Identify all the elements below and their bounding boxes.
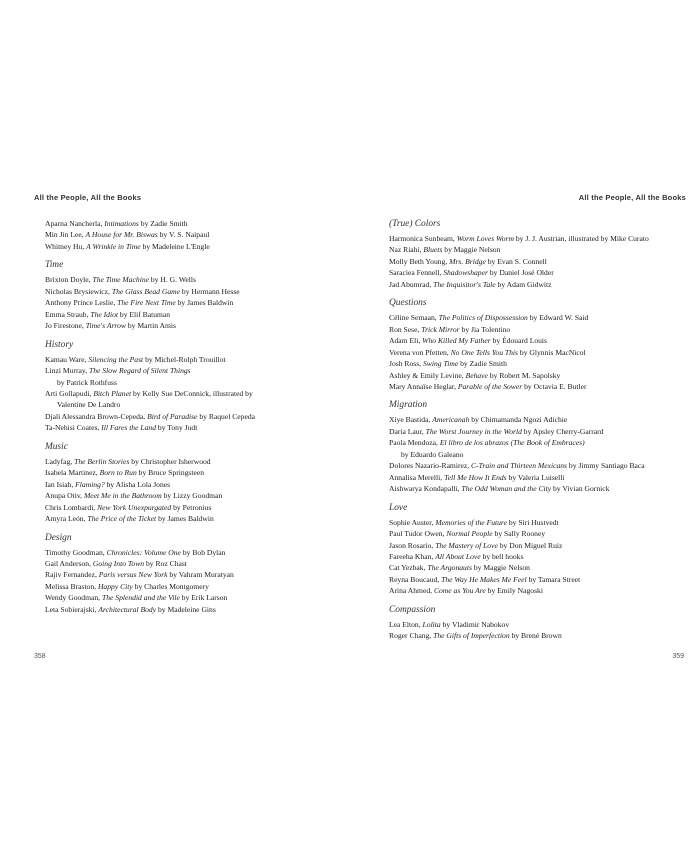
entry-person: Jo Firestone, [45,321,84,331]
entry-author: by Erik Larson [181,593,228,603]
entry-person: Whitney Hu, [45,241,85,251]
entry-person: Ian Isiah, [45,479,74,489]
entry-author: by Vahram Muratyan [169,570,234,580]
entry-person: Mary Annaïse Heglar, [389,381,456,391]
entry-author: by Valeria Luiselli [508,472,565,482]
entry-book-title: No One Tells You This [450,347,518,357]
entry-book-title: The Gifts of Imperfection [433,631,510,641]
entry-author: by Kelly Sue DeConnick, illustrated by [132,388,253,398]
entry-author: by Glynnis MacNicol [519,347,586,357]
entry-book-title: Bird of Paradise [147,411,198,421]
entry-person: Reyna Boucaud, [389,574,440,584]
entry-author: by Sally Rooney [494,529,546,539]
entry-author: by Elif Batuman [119,309,171,319]
book-entry [389,267,689,278]
entry-person: Kamau Ware, [45,354,87,364]
reading-list-section [45,441,345,525]
entry-person: Arti Gollapudi, [45,388,92,398]
entry-author-continued: by Eduardo Galeano [401,449,464,459]
entry-author: by Petronius [173,502,212,512]
entry-person: Timothy Goodman, [45,547,105,557]
book-entry [45,513,345,524]
book-entry [389,414,689,425]
book-entry [389,256,689,267]
entry-author: by H. G. Wells [150,275,196,285]
reading-list-section [389,297,689,392]
entry-person: Xiye Bastida, [389,415,431,425]
entry-book-title: Shadowshaper [443,268,488,278]
book-entry [389,472,689,483]
entry-book-title: The Splendid and the Vile [101,593,180,603]
entry-author: by J. J. Austrian, illustrated by Mike Curato [515,234,649,243]
entry-book-title: Bluets [423,245,443,255]
entry-person: Daria Laur, [389,426,424,436]
entry-author: by Charles Montgomery [134,581,209,591]
book-entry [389,233,689,244]
entry-author: by Martin Amis [127,321,176,331]
book-entry [389,528,689,539]
entry-book-title: Going Into Town [92,558,145,568]
book-entry [45,320,345,331]
entry-person: Adam Eli, [389,336,421,346]
book-entry [389,460,689,471]
entry-person: Josh Ross, [389,359,422,369]
entry-person: Nicholas Brysiewicz, [45,286,110,296]
entry-book-title: The Politics of Dispossession [438,313,528,323]
entry-book-title: C-Train and Thirteen Mexicans [471,461,568,471]
entry-author: by Vivian Gornick [553,484,610,494]
entry-book-title: Paris versus New York [98,570,168,580]
book-entry [45,354,345,365]
book-entry [45,365,345,388]
entry-author: by Octavia E. Butler [524,381,587,391]
entry-book-title: Chronicles: Volume One [106,547,181,557]
entry-person: Melissa Braston, [45,581,97,591]
book-entry [45,241,345,252]
entry-book-title: Architectural Body [98,604,157,614]
entry-person: Fareeha Khan, [389,551,434,561]
book-entry [389,585,689,596]
entry-author: by Madeleine L'Engle [142,241,210,251]
entry-person: Amyra León, [45,514,86,524]
book-entry [45,229,345,240]
entry-book-title: Normal People [446,529,493,539]
entry-author: by Edward W. Said [529,313,589,323]
entry-author: by Chimamanda Ngozi Adichie [471,415,568,425]
entry-book-title: Lolita [422,619,441,629]
entry-person: Céline Semaan, [389,313,437,323]
entry-author: by Zadie Smith [140,219,188,228]
entry-person: Molly Beth Young, [389,256,448,266]
book-entry [45,286,345,297]
reading-list-section [389,502,689,597]
reading-list-section [45,218,345,252]
entry-author: by Daniel José Older [489,268,554,278]
entry-book-title: The Argonauts [427,563,472,573]
entry-person: Ta-Nehisi Coates, [45,423,100,433]
book-entry [389,347,689,358]
entry-person: Arina Ahmed, [389,586,433,596]
entry-book-title: Who Killed My Father [422,336,491,346]
entry-author: by Lizzy Goodman [163,491,223,501]
entry-book-title: Intimations [104,219,139,228]
entry-book-title: Memories of the Future [435,517,507,527]
entry-book-title: A Wrinkle in Time [86,241,141,251]
section-heading: Design [45,532,72,543]
entry-book-title: The Glass Bead Game [111,286,180,296]
book-entry [45,309,345,320]
entry-book-title: Silencing the Past [88,354,144,364]
reading-list-section [45,339,345,434]
entry-author: by Bob Dylan [182,547,226,557]
book-entry [389,324,689,335]
entry-author: by Michel-Rolph Trouillot [145,354,226,364]
book-entry [389,381,689,392]
book-entry [389,630,689,641]
entry-author: by Madeleine Gins [158,604,216,614]
book-entry [389,358,689,369]
entry-person: Djali Alessandra Brown-Cepeda, [45,411,146,421]
entry-author: by Vladimir Nabokov [442,619,510,629]
entry-book-title: The Worst Journey in the World [425,426,522,436]
left-page-column [45,218,345,615]
book-entry [45,422,345,433]
entry-person: Harmonica Sunbeam, [389,234,455,243]
entry-person: Anupa Otiv, [45,491,83,501]
book-entry [389,335,689,346]
reading-list-section [45,532,345,616]
entry-book-title: The Idiot [90,309,118,319]
entry-book-title: Time's Arrow [85,321,126,331]
entry-book-title: All About Love [435,551,481,561]
entry-author: by Bruce Springsteen [138,468,205,478]
entry-author: by Don Miguel Ruiz [499,540,563,550]
entry-author: by Tamara Street [528,574,581,584]
entry-book-title: The Odd Woman and the City [461,484,552,494]
entry-author: by James Baldwin [177,298,234,308]
entry-author: by Brené Brown [511,631,562,641]
section-heading: Time [45,260,64,271]
book-entry [45,604,345,615]
entry-person: Dolores Nazario-Ramirez, [389,461,470,471]
entry-person: Annalisa Merelli, [389,472,443,482]
entry-person: Aishwarya Kondapalli, [389,484,460,494]
book-entry [45,490,345,501]
entry-book-title: Trick Mirror [421,324,460,334]
entry-person: Brixton Doyle, [45,275,91,285]
section-heading: Love [389,502,408,513]
page-number-left: 358 [34,653,46,660]
entry-person: Ashley & Emily Levine, [389,370,464,380]
section-heading: Questions [389,298,427,309]
book-entry [45,569,345,580]
entry-author: by Adam Gidwitz [497,279,552,289]
entry-author: by Jimmy Santiago Baca [568,461,645,471]
entry-book-title: El libro de los abrazos (The Book of Embraces) [439,438,585,448]
entry-author: by V. S. Naipaul [159,230,210,240]
running-head-right: All the People, All the Books [578,193,686,202]
entry-author: by Roz Chast [146,558,187,568]
running-head-left: All the People, All the Books [34,193,142,202]
entry-book-title: Americanah [432,415,470,425]
entry-book-title: Happy City [97,581,133,591]
entry-person: Paola Mendoza, [389,438,438,448]
entry-person: Chris Lombardi, [45,502,96,512]
book-entry [45,297,345,308]
book-entry [45,581,345,592]
book-entry [389,551,689,562]
entry-book-title: The Berlin Stories [74,456,130,466]
entry-person: Paul Tudor Owen, [389,529,445,539]
entry-book-title: The Time Machine [92,275,149,285]
book-entry [45,479,345,490]
entry-person: Min Jin Lee, [45,230,84,240]
book-entry [45,456,345,467]
book-entry [389,517,689,528]
book-entry [45,411,345,422]
entry-author: by Christopher Isherwood [131,456,211,466]
entry-person: Jad Abumrad, [389,279,432,289]
book-entry [389,244,689,255]
book-entry [45,274,345,285]
entry-book-title: The Way He Makes Me Feel [441,574,527,584]
entry-book-title: Ill Fares the Land [101,423,156,433]
book-entry [389,426,689,437]
section-heading: Compassion [389,604,436,615]
entry-author-continued: Valentine De Landro [57,400,121,410]
entry-person: Lea Elton, [389,619,421,629]
entry-book-title: The Slow Regard of Silent Things [89,366,191,376]
book-entry [389,437,689,460]
entry-person: Leta Sobierajski, [45,604,97,614]
entry-book-title: Swing Time [422,359,459,369]
entry-author: by Édouard Louis [492,336,547,346]
entry-book-title: Bitch Planet [93,388,132,398]
entry-author: by Maggie Nelson [444,245,501,255]
book-entry [389,540,689,551]
entry-book-title: The Inquisitor's Tale [433,279,496,289]
entry-person: Saraciea Fennell, [389,268,442,278]
book-entry [389,370,689,381]
entry-book-title: The Fire Next Time [117,298,176,308]
entry-person: Wendy Goodman, [45,593,101,603]
reading-list-section [389,218,689,290]
book-entry [45,502,345,513]
entry-book-title: New York Unexpurgated [97,502,172,512]
book-entry [389,279,689,290]
entry-book-title: Born to Run [99,468,137,478]
entry-author: by Maggie Nelson [473,563,530,573]
book-entry [389,619,689,630]
entry-author: by Alisha Lola Jones [106,479,171,489]
book-entry [45,592,345,603]
entry-author: by Hermann Hesse [181,286,240,296]
reading-list-section [45,259,345,331]
entry-person: Rajiv Fernandez, [45,570,97,580]
right-page-column [389,218,689,642]
book-entry [45,558,345,569]
entry-person: Isabela Martinez, [45,468,98,478]
entry-book-title: The Mastery of Love [435,540,498,550]
section-heading: (True) Colors [389,219,441,229]
entry-author: by Siri Hustvedt [508,517,559,527]
entry-book-title: Tell Me How It Ends [444,472,507,482]
entry-author: by Zadie Smith [460,359,507,369]
book-entry [45,467,345,478]
entry-person: Cat Yezbak, [389,563,426,573]
entry-person: Ladyfag, [45,456,73,466]
book-entry [389,562,689,573]
entry-book-title: Come as You Are [433,586,486,596]
entry-author: by Raquel Cepeda [199,411,255,421]
entry-book-title: A House for Mr. Biswas [85,230,158,240]
entry-book-title: Mrs. Bridge [449,256,486,266]
entry-author: by Robert M. Sapolsky [489,370,561,380]
entry-author: by James Baldwin [158,514,214,524]
page-number-right: 359 [672,653,684,660]
entry-book-title: The Price of the Ticket [87,514,157,524]
entry-author: by Tony Judt [157,423,198,433]
book-entry [45,218,345,229]
entry-person: Anthony Prince Leslie, [45,298,116,308]
section-heading: History [45,339,74,350]
book-entry [45,388,345,411]
entry-person: Gail Anderson, [45,558,91,568]
entry-author: by Jia Tolentino [461,324,511,334]
entry-person: Verena von Pfetten, [389,347,449,357]
entry-person: Emma Straub, [45,309,89,319]
entry-person: Linzi Murray, [45,366,88,376]
book-entry [389,312,689,323]
entry-author-continued: by Patrick Rothfuss [57,377,117,387]
entry-person: Aparna Nancherla, [45,219,103,228]
entry-book-title: Parable of the Sower [457,381,523,391]
entry-person: Roger Chang, [389,631,432,641]
entry-book-title: Worm Loves Worm [456,234,514,243]
book-entry [45,547,345,558]
section-heading: Migration [389,400,428,411]
entry-book-title: Meet Me in the Bathroom [83,491,162,501]
book-entry [389,483,689,494]
entry-person: Sophie Auster, [389,517,434,527]
reading-list-section [389,399,689,494]
entry-book-title: Flaming? [75,479,105,489]
book-entry [389,574,689,585]
entry-author: by Evan S. Connell [487,256,547,266]
entry-author: by Apsley Cherry-Garrard [523,426,604,436]
reading-list-section [389,604,689,642]
entry-author: by bell hooks [482,551,524,561]
entry-author: by Emily Nagoski [487,586,543,596]
entry-person: Naz Riahi, [389,245,422,255]
entry-book-title: Behave [465,370,488,380]
entry-person: Jason Rosario, [389,540,434,550]
section-heading: Music [45,441,68,452]
entry-person: Ron Sese, [389,324,420,334]
